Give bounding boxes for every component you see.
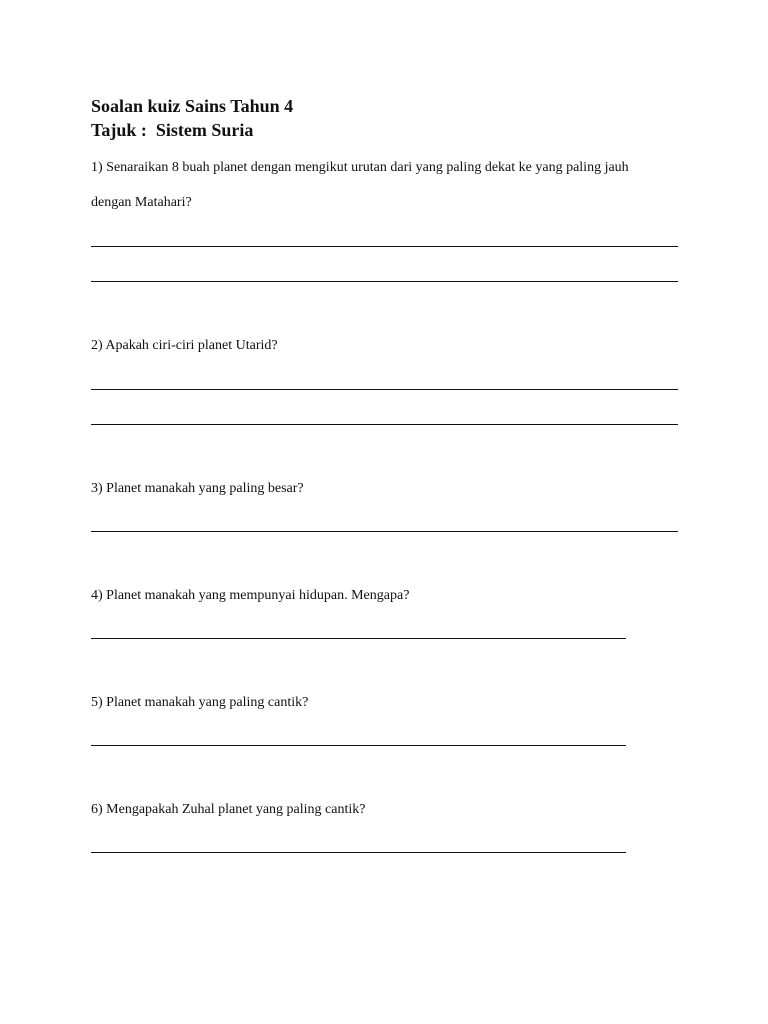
question-3-text: 3) Planet manakah yang paling besar?	[91, 481, 304, 496]
question-5-text: 5) Planet manakah yang paling cantik?	[91, 695, 309, 710]
question-4-text: 4) Planet manakah yang mempunyai hidupan. Mengapa?	[91, 588, 410, 603]
question-1-answer-line[interactable]	[91, 246, 678, 247]
question-5-answer-line[interactable]	[91, 745, 626, 746]
question-3-answer-line[interactable]	[91, 531, 678, 532]
question-2-answer-line[interactable]	[91, 389, 678, 390]
question-2-answer-line[interactable]	[91, 424, 678, 425]
document-topic: Tajuk : Sistem Suria	[91, 120, 254, 140]
question-6-answer-line[interactable]	[91, 852, 626, 853]
document-title: Soalan kuiz Sains Tahun 4	[91, 96, 294, 116]
question-4-answer-line[interactable]	[91, 638, 626, 639]
question-1-text: 1) Senaraikan 8 buah planet dengan mengikut urutan dari yang paling dekat ke yang paling jauh	[91, 160, 629, 175]
question-1-text-continued: dengan Matahari?	[91, 195, 192, 210]
question-1-answer-line[interactable]	[91, 281, 678, 282]
question-2-text: 2) Apakah ciri-ciri planet Utarid?	[91, 338, 278, 353]
question-6-text: 6) Mengapakah Zuhal planet yang paling cantik?	[91, 802, 366, 817]
